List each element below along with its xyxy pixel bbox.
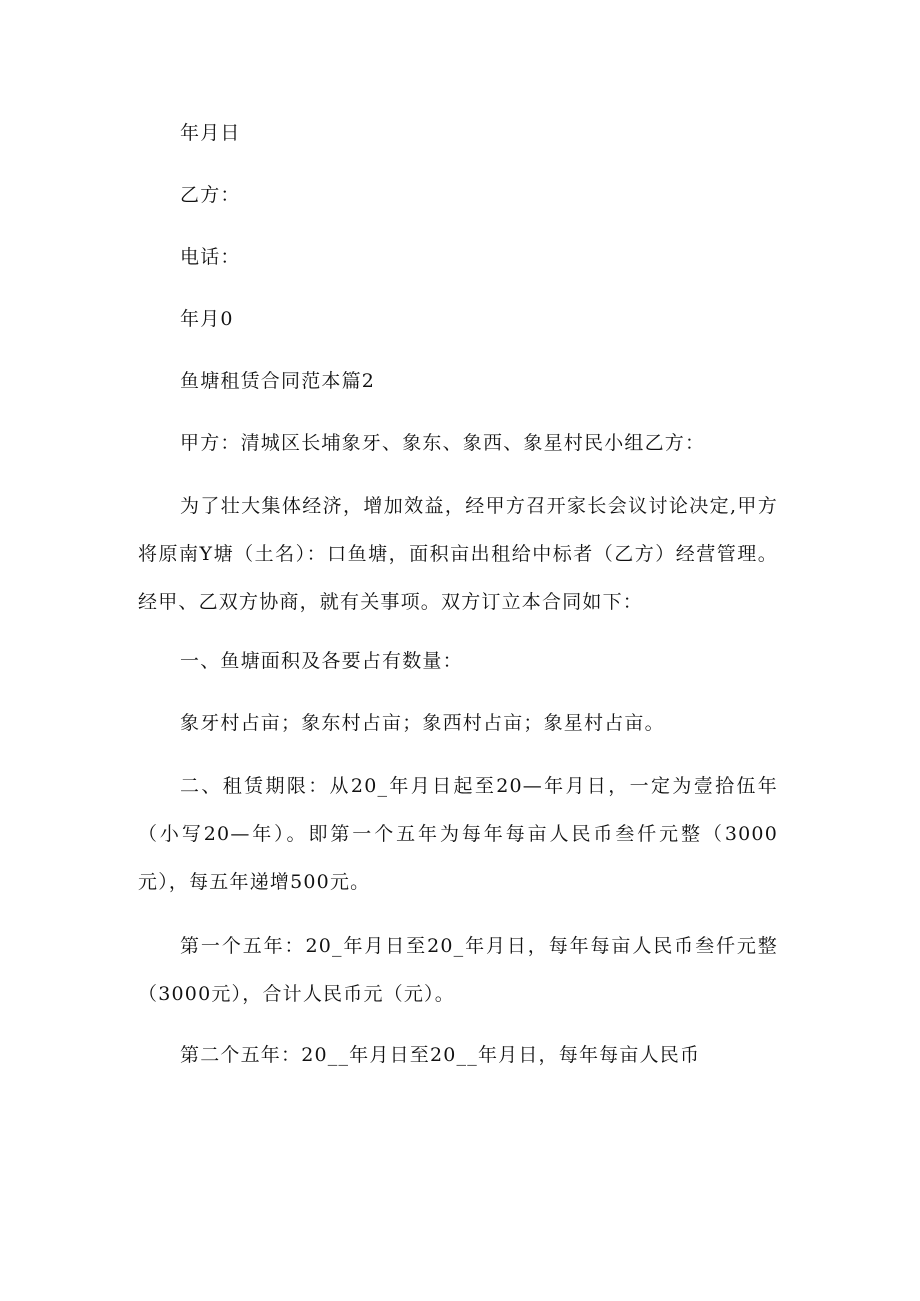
first-five-years-paragraph: 第一个五年：20_年月日至20_年月日，每年每亩人民币叁仟元整（3000元），合计人民币元（元）。 <box>138 935 778 1005</box>
intro-paragraph: 为了壮大集体经济，增加效益，经甲方召开家长会议讨论决定,甲方将原南Y塘（土名）：口鱼塘，面积亩出租给中标者（乙方）经营管理。经甲、乙双方协商，就有关事项。双方订立本合同如下： <box>138 495 778 613</box>
party-b-label: 乙方： <box>180 184 241 206</box>
date-line-2: 年月0 <box>180 308 234 330</box>
second-five-years-line: 第二个五年：20__年月日至20__年月日，每年每亩人民币 <box>180 1044 701 1066</box>
clause-2-paragraph: 二、租赁期限：从20_年月日起至20—年月日，一定为壹拾伍年（小写20—年）。即第一个五年为每年每亩人民币叁仟元整（3000元），每五年递增500元。 <box>138 775 778 893</box>
section-title: 鱼塘租赁合同范本篇2 <box>180 370 376 392</box>
clause-1-body: 象牙村占亩；象东村占亩；象西村占亩；象星村占亩。 <box>180 712 665 734</box>
date-line: 年月日 <box>180 122 241 144</box>
party-a-line: 甲方：清城区长埔象牙、象东、象西、象星村民小组乙方： <box>180 432 706 454</box>
phone-label: 电话： <box>180 246 241 268</box>
clause-1-heading: 一、鱼塘面积及各要占有数量： <box>180 650 463 672</box>
